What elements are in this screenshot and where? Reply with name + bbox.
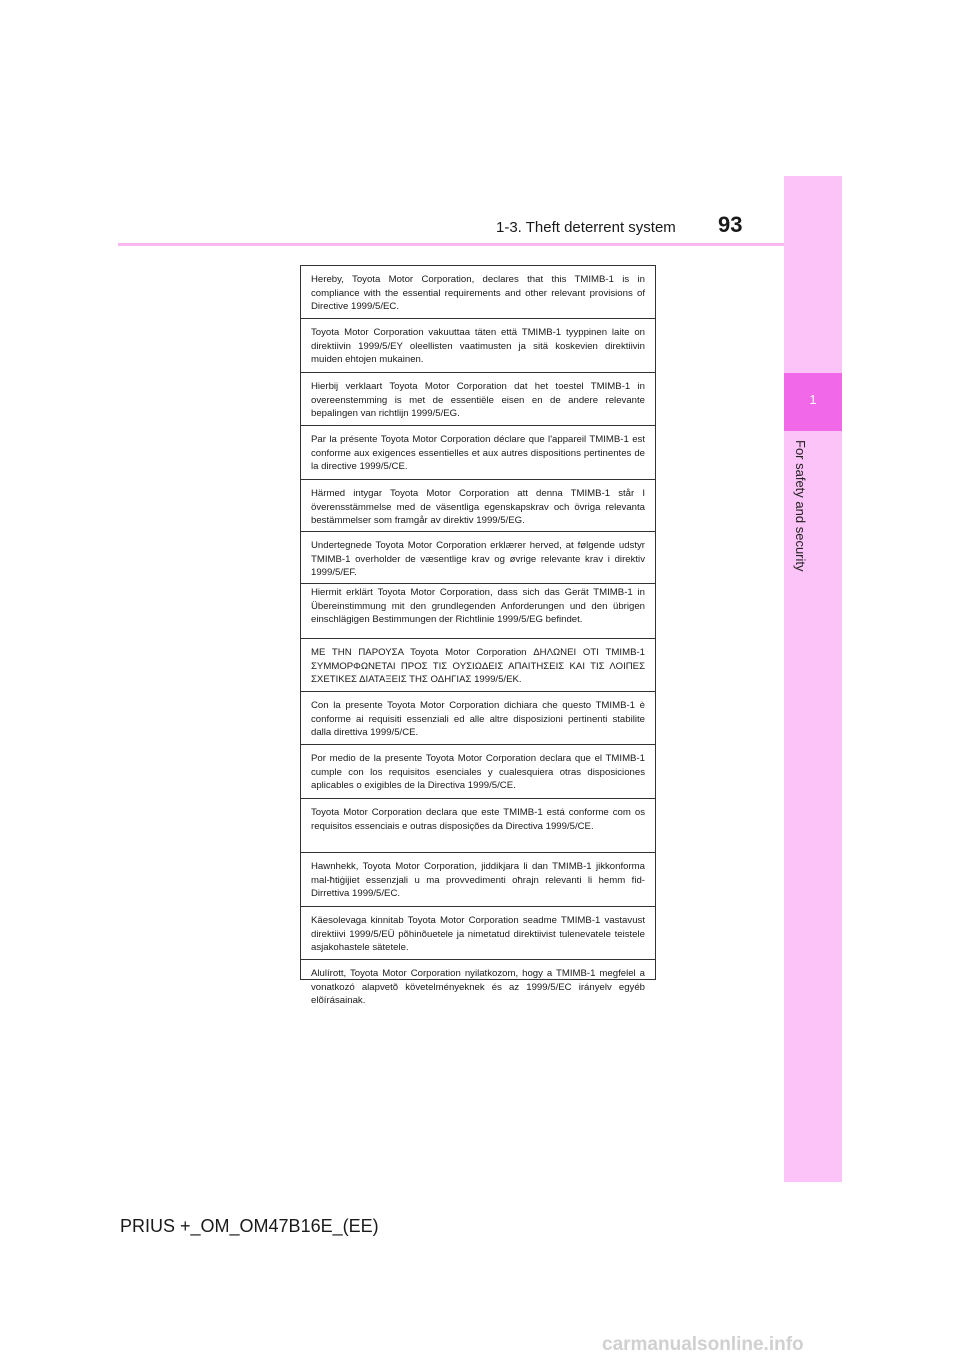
section-title: 1-3. Theft deterrent system <box>496 219 676 236</box>
header-rule <box>118 243 842 246</box>
declaration-dutch: Hierbij verklaart Toyota Motor Corporation dat het toestel TMIMB-1 in overeenstemming is met de essentiële eisen en de andere relevante bepalingen van richtlijn 1999/5/EG. <box>301 373 655 426</box>
declaration-spanish: Por medio de la presente Toyota Motor Corporation declara que el TMIMB-1 cumple con los requisitos esenciales y cualesquiera otras disposiciones aplicables o exigibles de la Directiva 1999/5/CE. <box>301 745 655 799</box>
declaration-estonian: Käesolevaga kinnitab Toyota Motor Corporation seadme TMIMB-1 vastavust direktiivi 1999/5/EÜ põhinõuetele ja nimetatud direktiivist tulenevatele teistele asjakohastele sätetele. <box>301 907 655 960</box>
chapter-title: For safety and security <box>793 440 808 572</box>
declaration-finnish: Toyota Motor Corporation vakuuttaa täten että TMIMB-1 tyyppinen laite on direktiivin 1999/5/EY oleellisten vaatimusten ja sitä koskevien direktiivin muiden ehtojen mukainen. <box>301 319 655 373</box>
chapter-number: 1 <box>809 392 817 407</box>
declaration-danish: Undertegnede Toyota Motor Corporation erklærer herved, at følgende udstyr TMIMB-1 overholder de væsentlige krav og øvrige relevante krav i direktiv 1999/5/EF. <box>301 532 655 584</box>
declaration-maltese: Hawnhekk, Toyota Motor Corporation, jiddikjara li dan TMIMB-1 jikkonforma mal-ħtiġijiet essenzjali u ma provvedimenti oħrajn relevanti li hemm fid-Dirrettiva 1999/5/EC. <box>301 853 655 907</box>
declaration-german: Hiermit erklärt Toyota Motor Corporation, dass sich das Gerät TMIMB-1 in Übereinstimmung mit den grundlegenden Anforderungen und den übrigen einschlägigen Bestimmungen der Richtlinie 1999/5/EG befindet. <box>301 584 655 639</box>
chapter-side-tab <box>784 176 842 1182</box>
declaration-swedish: Härmed intygar Toyota Motor Corporation att denna TMIMB-1 står I överensstämmelse med de väsentliga egenskapskrav och övriga relevanta bestämmelser som framgår av direktiv 1999/5/EG. <box>301 480 655 532</box>
page-number: 93 <box>718 212 743 237</box>
declaration-hungarian: Alulírott, Toyota Motor Corporation nyilatkozom, hogy a TMIMB-1 megfelel a vonatkozó alapvetõ követelményeknek és az 1999/5/EC irányelv egyéb elõírásainak. <box>311 968 645 1007</box>
declaration-italian: Con la presente Toyota Motor Corporation dichiara che questo TMIMB-1 è conforme ai requisiti essenziali ed alle altre disposizioni pertinenti stabilite dalla direttiva 1999/5/CE. <box>301 692 655 745</box>
declaration-english: Hereby, Toyota Motor Corporation, declares that this TMIMB-1 is in compliance with the essential requirements and other relevant provisions of Directive 1999/5/EC. <box>301 266 655 319</box>
manual-code: PRIUS +_OM_OM47B16E_(EE) <box>120 1216 379 1236</box>
declaration-greek: ΜΕ ΤΗΝ ΠΑΡΟΥΣΑ Toyota Motor Corporation ΔΗΛΩΝΕΙ ΟΤΙ TMIMB-1 ΣΥΜΜΟΡΦΩΝΕΤΑΙ ΠΡΟΣ ΤΙΣ ΟΥΣΙΩΔΕΙΣ ΑΠΑΙΤΗΣΕΙΣ ΚΑΙ ΤΙΣ ΛΟΙΠΕΣ ΣΧΕΤΙΚΕΣ ΔΙΑΤΑΞΕΙΣ ΤΗΣ ΟΔΗΓΙΑΣ 1999/5/ΕΚ. <box>301 639 655 692</box>
watermark: carmanualsonline.info <box>602 1334 804 1355</box>
declaration-french: Par la présente Toyota Motor Corporation déclare que l'appareil TMIMB-1 est conforme aux exigences essentielles et aux autres dispositions pertinentes de la directive 1999/5/CE. <box>301 426 655 480</box>
declarations-table <box>300 265 656 1007</box>
declaration-portuguese: Toyota Motor Corporation declara que este TMIMB-1 está conforme com os requisitos essenciais e outras disposições da Directiva 1999/5/CE. <box>301 799 655 853</box>
